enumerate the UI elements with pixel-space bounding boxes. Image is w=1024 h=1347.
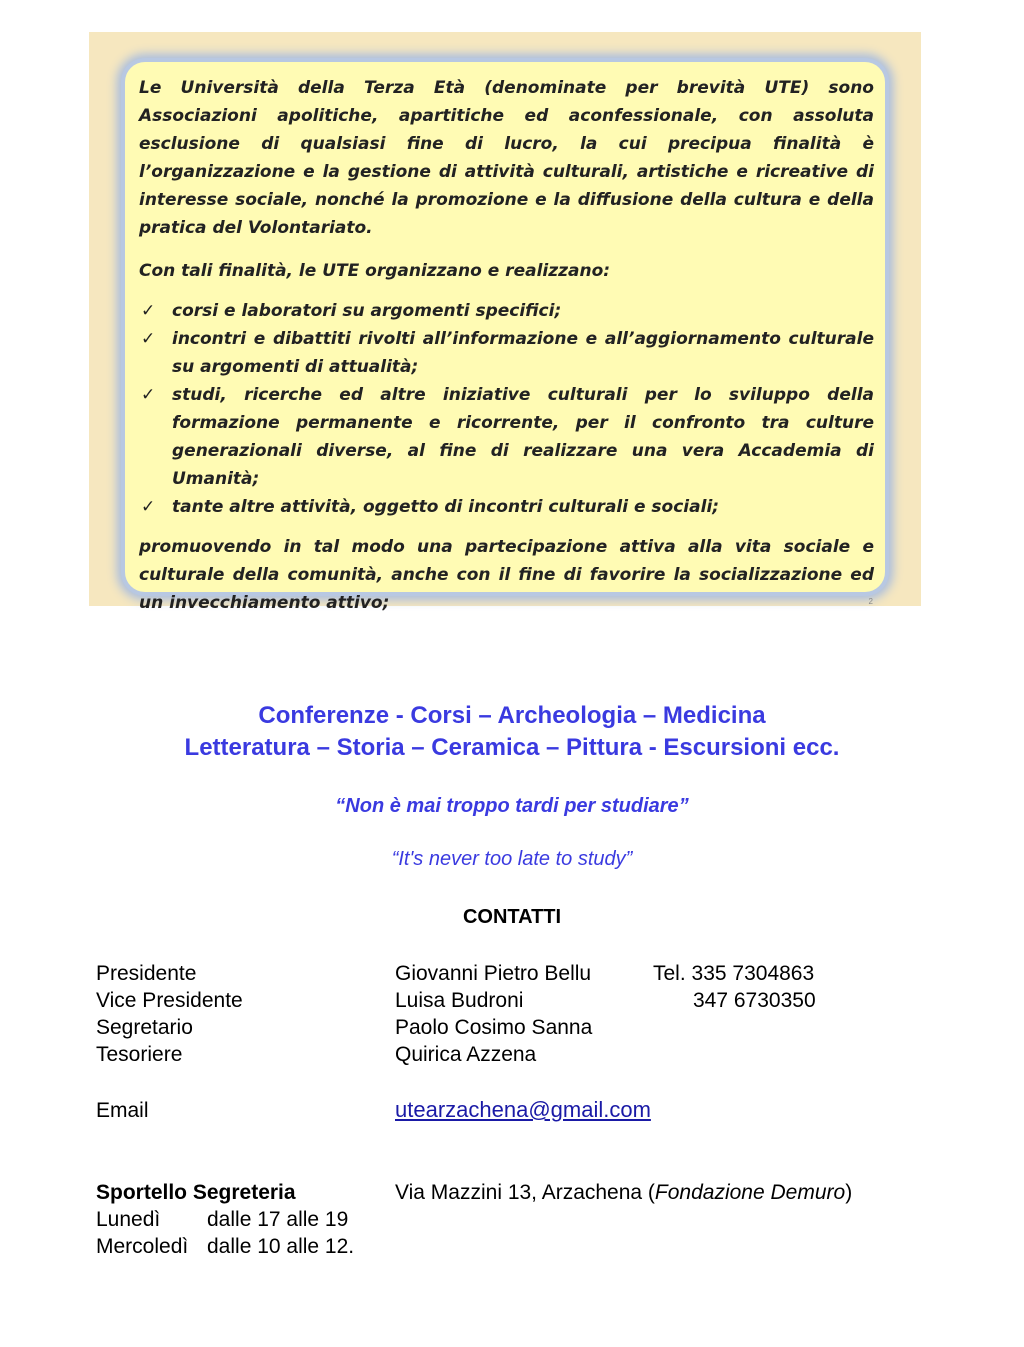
check-icon: ✓ [141,497,156,517]
activities-list [139,297,874,521]
info-text [139,74,874,617]
role-label: Presidente [96,962,197,985]
topics-heading [0,700,1024,764]
topics-line-2: Letteratura – Storia – Ceramica – Pittura - Escursioni ecc. [184,734,840,761]
list-item: ✓ corsi e laboratori su argomenti specifici; [139,297,874,325]
check-icon: ✓ [141,385,156,405]
office-hours-time: dalle 10 alle 12. [207,1235,355,1258]
person-name: Luisa Budroni [395,989,524,1012]
role-label: Tesoriere [96,1043,183,1066]
person-name: Quirica Azzena [395,1043,537,1066]
intro-paragraph: Le Università della Terza Età (denominate per brevità UTE) sono Associazioni apolitiche, apartitiche ed aconfessionale, con assoluta esclusione di qualsiasi fine di lucro, la cui precipua finalità è l’organizzazione e la gestione di attività culturali, artistiche e ricreative di interesse sociale, nonché la promozione e la diffusione della cultura e della pratica del Volontariato. [139,78,874,238]
topics-line-1: Conferenze - Corsi – Archeologia – Medicina [258,702,766,729]
list-item: ✓ incontri e dibattiti rivolti all’informazione e all’aggiornamento culturale su argomenti di attualità; [139,325,874,381]
info-panel [125,62,885,613]
role-label: Vice Presidente [96,989,243,1012]
contacts-title: CONTATTI [462,906,562,928]
office-hours-day: Lunedì [96,1208,161,1231]
italian-motto: “Non è mai troppo tardi per studiare” [335,795,689,817]
phone-number: 347 6730350 [693,989,816,1012]
check-icon: ✓ [141,301,156,321]
italian-motto-text: Non è mai troppo tardi per studiare [345,795,679,817]
ute-info-poster [89,32,921,613]
person-name: Giovanni Pietro Bellu [395,962,592,985]
list-item: ✓ tante altre attività, oggetto di incontri culturali e sociali; [139,493,874,521]
office-label: Sportello Segreteria [96,1181,296,1204]
phone-number: Tel. 335 7304863 [653,962,815,985]
office-hours-time: dalle 17 alle 19 [207,1208,349,1231]
office-hours-day: Mercoledì [96,1235,189,1258]
person-name: Paolo Cosimo Sanna [395,1016,593,1039]
check-icon: ✓ [141,329,156,349]
role-label: Segretario [96,1016,193,1039]
office-address: Via Mazzini 13, Arzachena (Fondazione Demuro) [395,1181,853,1204]
list-item: ✓ studi, ricerche ed altre iniziative culturali per lo sviluppo della formazione permanente e ricorrente, per il confronto tra culture generazionali diverse, al fine di realizzare una vera Accademia di Umanità; [139,381,874,493]
email-link[interactable]: utearzachena@gmail.com [395,1097,651,1122]
poster-page-number: 2 [868,597,873,606]
email-label: Email [96,1099,149,1122]
english-motto: “It's never too late to study” [391,848,633,870]
closing-paragraph: promuovendo in tal modo una partecipazione attiva alla vita sociale e culturale della comunità, anche con il fine di favorire la socializzazione ed un invecchiamento attivo; [139,537,874,613]
activities-subheading: Con tali finalità, le UTE organizzano e realizzano: [139,261,611,281]
